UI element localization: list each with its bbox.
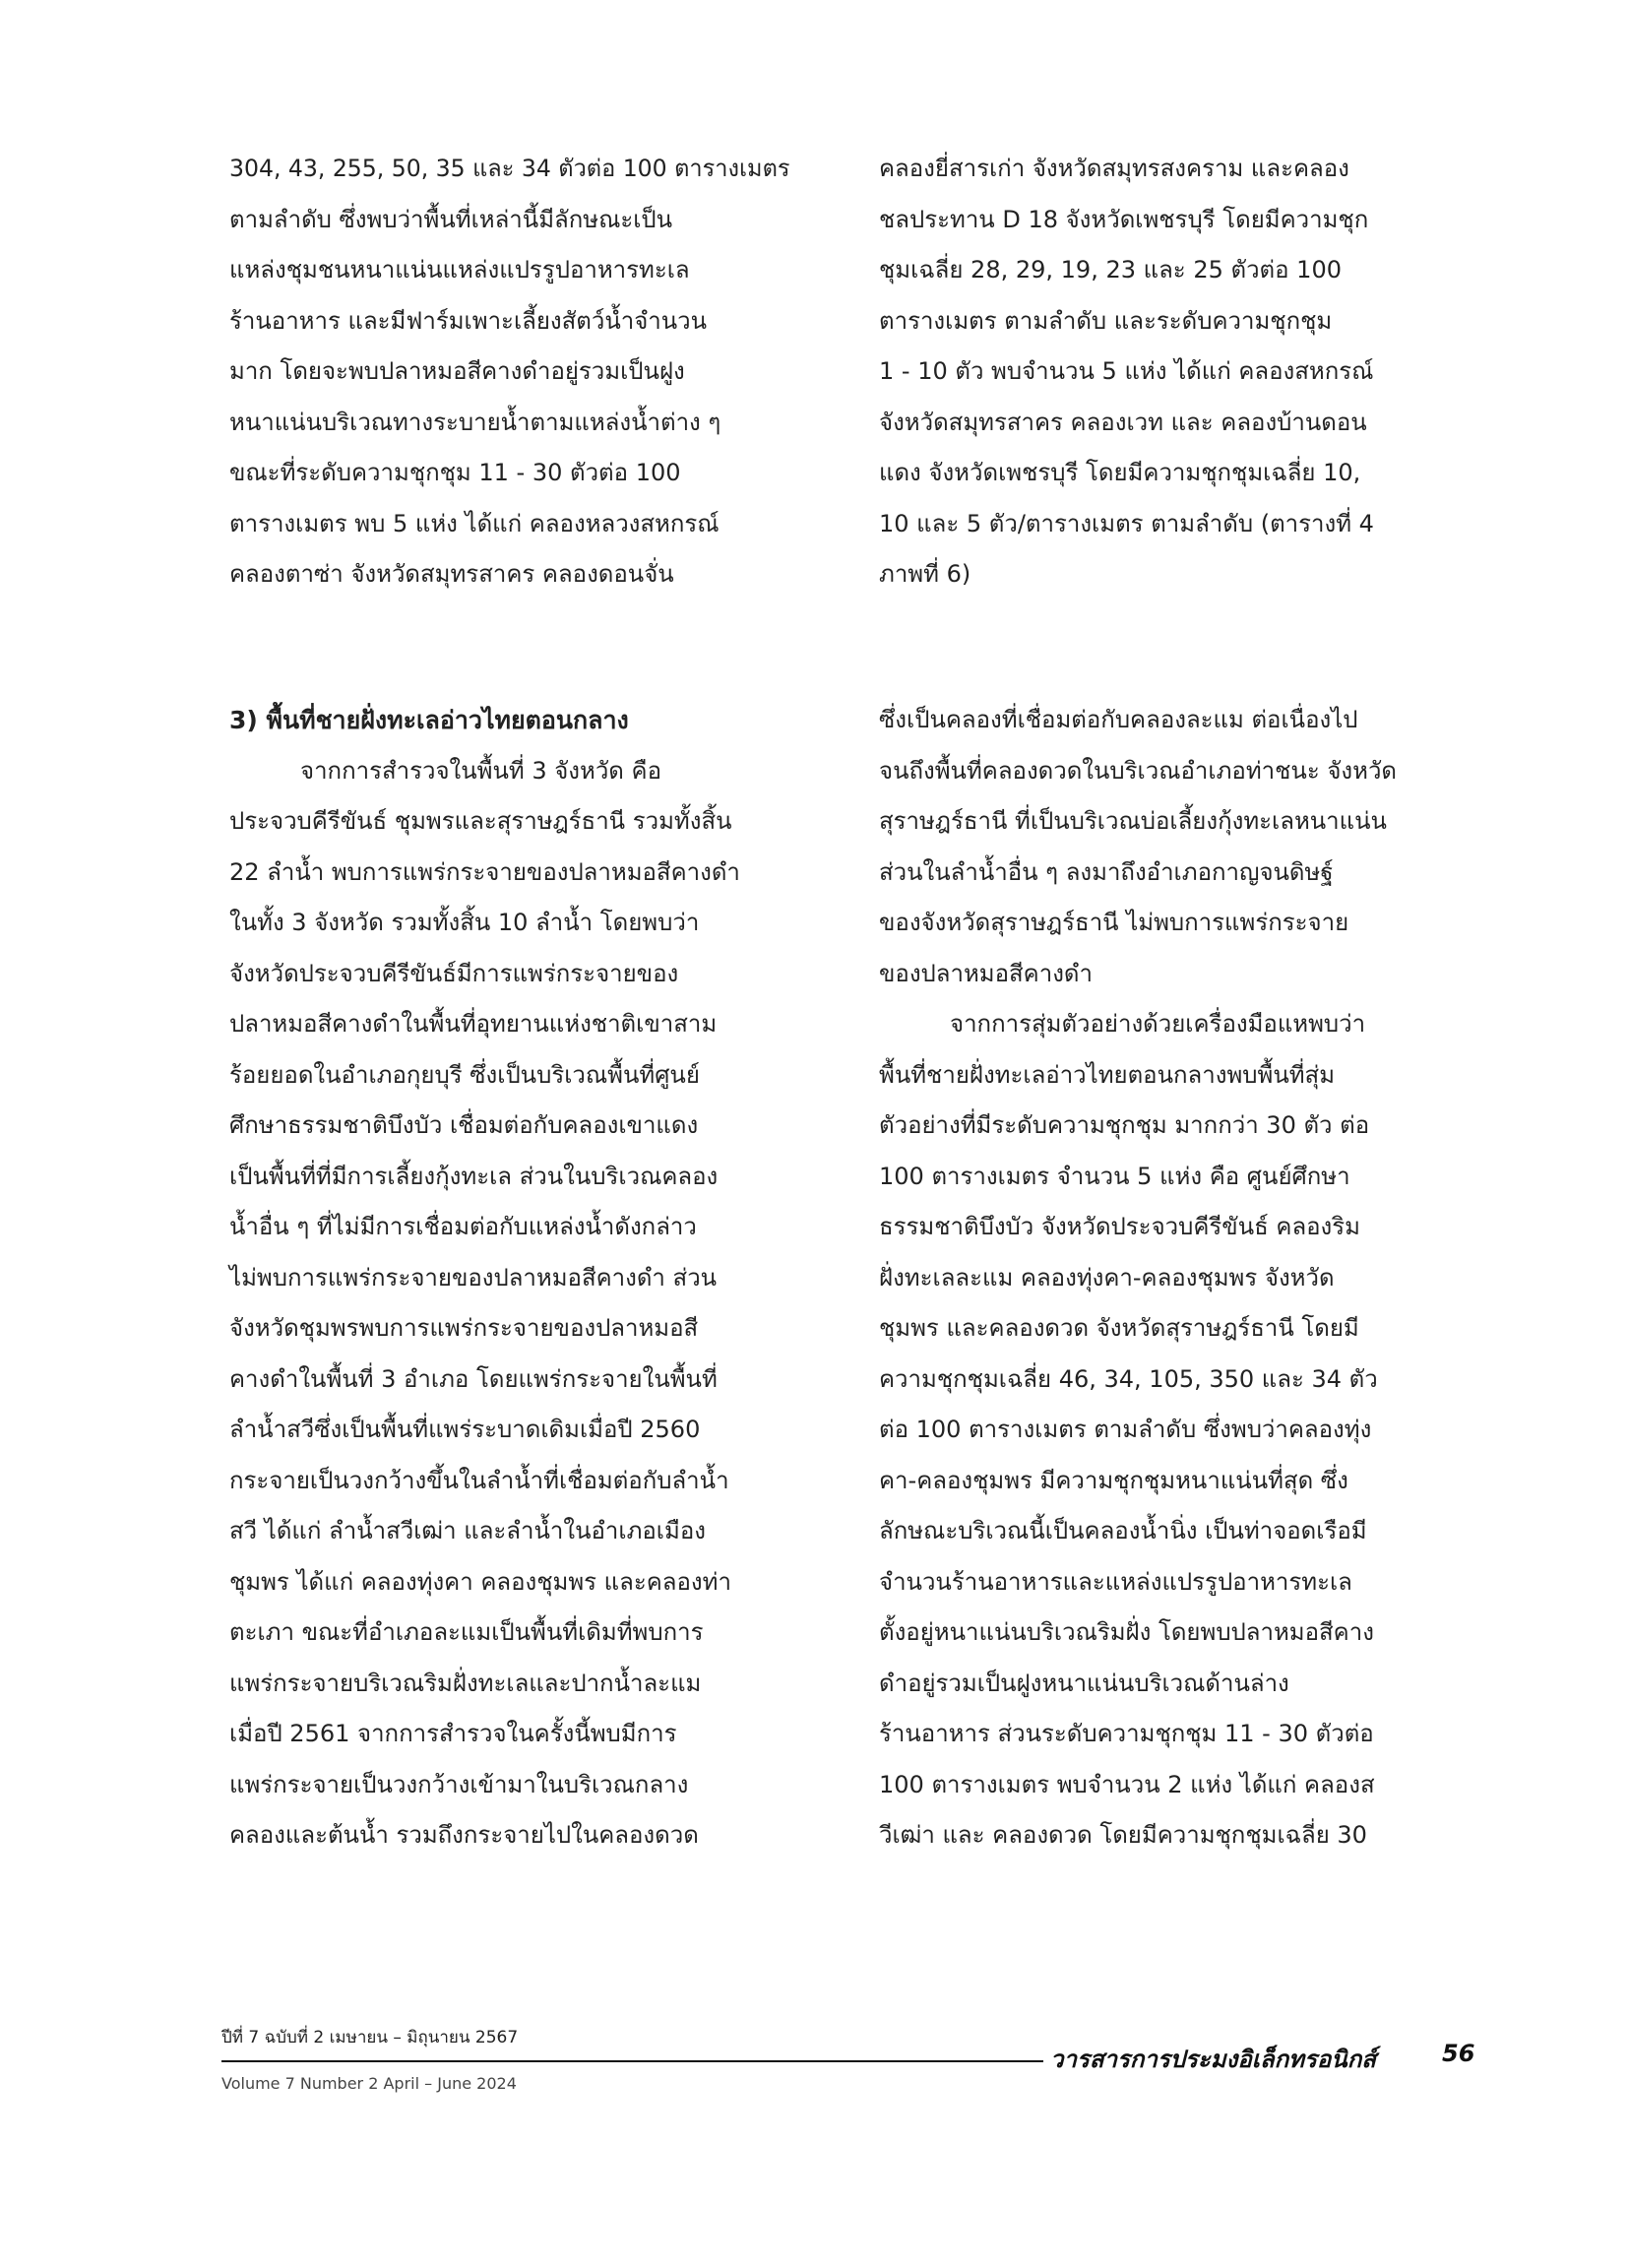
text-line: ความชุกชุมเฉลี่ย 46, 34, 105, 350 และ 34 ตัว	[879, 1364, 1378, 1393]
left-section-paragraph	[229, 746, 790, 1861]
page-number: 56	[1442, 2040, 1475, 2067]
text-line: เป็นพื้นที่ที่มีการเลี้ยงกุ้งทะเล ส่วนในบริเวณคลอง	[229, 1162, 719, 1190]
text-line: จังหวัดสมุทรสาคร คลองเวท และ คลองบ้านดอน	[879, 408, 1367, 436]
footer-issue-thai: ปีที่ 7 ฉบับที่ 2 เมษายน – มิถุนายน 2567	[221, 2028, 519, 2048]
text-line: จำนวนร้านอาหารและแหล่งแปรรูปอาหารทะเล	[879, 1567, 1352, 1596]
text-line: 10 และ 5 ตัว/ตารางเมตร ตามลำดับ (ตารางที่ 4	[879, 509, 1374, 537]
text-line: ลักษณะบริเวณนี้เป็นคลองน้ำนิ่ง เป็นท่าจอดเรือมี	[879, 1517, 1367, 1544]
text-line: ภาพที่ 6)	[879, 560, 971, 588]
text-line: ตั้งอยู่หนาแน่นบริเวณริมฝั่ง โดยพบปลาหมอสีคาง	[879, 1618, 1374, 1646]
text-line: ฝั่งทะเลละแม คลองทุ่งคา-คลองชุมพร จังหวัด	[879, 1263, 1335, 1292]
text-line: มาก โดยจะพบปลาหมอสีคางดำอยู่รวมเป็นฝูง	[229, 357, 685, 385]
text-line: 22 ลำน้ำ พบการแพร่กระจายของปลาหมอสีคางดำ	[229, 857, 740, 886]
text-line: วีเฒ่า และ คลองดวด โดยมีความชุกชุมเฉลี่ย 30	[879, 1821, 1367, 1849]
text-line: คางดำในพื้นที่ 3 อำเภอ โดยแพร่กระจายในพื้นที่	[229, 1364, 718, 1393]
right-column	[879, 144, 1440, 600]
text-line: แพร่กระจายบริเวณริมฝั่งทะเลและปากน้ำละแม	[229, 1669, 702, 1697]
left-top-paragraph	[229, 144, 790, 600]
text-line: ขณะที่ระดับความชุกชุม 11 - 30 ตัวต่อ 100	[229, 459, 681, 486]
right-top-paragraph	[879, 144, 1440, 600]
text-line: ร้านอาหาร ส่วนระดับความชุกชุม 11 - 30 ตัวต่อ	[879, 1720, 1374, 1747]
text-line: คา-คลองชุมพร มีความชุกชุมหนาแน่นที่สุด ซึ่ง	[879, 1466, 1348, 1494]
left-section	[229, 695, 790, 1861]
text-line: ตารางเมตร พบ 5 แห่ง ได้แก่ คลองหลวงสหกรณ์	[229, 509, 720, 537]
text-line: คลองยี่สารเก่า จังหวัดสมุทรสงคราม และคลอง	[879, 155, 1349, 182]
text-line: กระจายเป็นวงกว้างขึ้นในลำน้ำที่เชื่อมต่อกับลำน้ำ	[229, 1466, 729, 1494]
text-line: ชุมเฉลี่ย 28, 29, 19, 23 และ 25 ตัวต่อ 100	[879, 256, 1342, 284]
text-line: ปลาหมอสีคางดำในพื้นที่อุทยานแห่งชาติเขาสาม	[229, 1010, 718, 1038]
text-line: ชลประทาน D 18 จังหวัดเพชรบุรี โดยมีความชุก	[879, 205, 1369, 233]
text-line: แพร่กระจายเป็นวงกว้างเข้ามาในบริเวณกลาง	[229, 1770, 689, 1798]
text-line: ของปลาหมอสีคางดำ	[879, 959, 1093, 987]
footer-issue-english: Volume 7 Number 2 April – June 2024	[221, 2074, 517, 2093]
text-line: คลองตาซ่า จังหวัดสมุทรสาคร คลองดอนจั่น	[229, 560, 674, 588]
text-line: แดง จังหวัดเพชรบุรี โดยมีความชุกชุมเฉลี่ย 10,	[879, 459, 1361, 486]
text-line: 100 ตารางเมตร จำนวน 5 แห่ง คือ ศูนย์ศึกษา	[879, 1162, 1350, 1190]
text-line: น้ำอื่น ๆ ที่ไม่มีการเชื่อมต่อกับแหล่งน้ำดังกล่าว	[229, 1213, 697, 1240]
text-line: 304, 43, 255, 50, 35 และ 34 ตัวต่อ 100 ตารางเมตร	[229, 155, 790, 182]
text-line: จากการสุ่มตัวอย่างด้วยเครื่องมือแหพบว่า	[950, 1010, 1366, 1038]
text-line: จนถึงพื้นที่คลองดวดในบริเวณอำเภอท่าชนะ จังหวัด	[879, 756, 1398, 785]
text-line: ต่อ 100 ตารางเมตร ตามลำดับ ซึ่งพบว่าคลองทุ่ง	[879, 1416, 1372, 1443]
right-continuation	[879, 695, 1440, 1861]
text-line: ตามลำดับ ซึ่งพบว่าพื้นที่เหล่านี้มีลักษณะเป็น	[229, 205, 673, 233]
text-line: ดำอยู่รวมเป็นฝูงหนาแน่นบริเวณด้านล่าง	[879, 1669, 1289, 1697]
text-line: จังหวัดชุมพรพบการแพร่กระจายของปลาหมอสี	[229, 1314, 699, 1342]
text-line: 1 - 10 ตัว พบจำนวน 5 แห่ง ได้แก่ คลองสหกรณ์	[879, 357, 1374, 385]
text-line: ลำน้ำสวีซึ่งเป็นพื้นที่แพร่ระบาดเดิมเมื่อปี 2560	[229, 1416, 701, 1443]
text-line: ในทั้ง 3 จังหวัด รวมทั้งสิ้น 10 ลำน้ำ โดยพบว่า	[229, 909, 700, 936]
text-line: จังหวัดประจวบคีรีขันธ์มีการแพร่กระจายของ	[229, 959, 679, 987]
text-line: ศึกษาธรรมชาติบึงบัว เชื่อมต่อกับคลองเขาแดง	[229, 1111, 699, 1139]
text-line: พื้นที่ชายฝั่งทะเลอ่าวไทยตอนกลางพบพื้นที่สุ่ม	[879, 1060, 1336, 1089]
text-line: แหล่งชุมชนหนาแน่นแหล่งแปรรูปอาหารทะเล	[229, 256, 690, 284]
right-continuation-paragraph	[879, 695, 1440, 999]
text-line: ส่วนในลำน้ำอื่น ๆ ลงมาถึงอำเภอกาญจนดิษฐ์	[879, 857, 1334, 886]
text-line: ตะเภา ขณะที่อำเภอละแมเป็นพื้นที่เดิมที่พบการ	[229, 1618, 704, 1646]
text-line: ประจวบคีรีขันธ์ ชุมพรและสุราษฎร์ธานี รวมทั้งสิ้น	[229, 807, 732, 835]
journal-name: วารสารการประมงอิเล็กทรอนิกส์	[1050, 2046, 1376, 2073]
text-line: ตารางเมตร ตามลำดับ และระดับความชุกชุม	[879, 306, 1333, 335]
text-line: 100 ตารางเมตร พบจำนวน 2 แห่ง ได้แก่ คลองส	[879, 1770, 1375, 1798]
text-line: ร้อยยอดในอำเภอกุยบุรี ซึ่งเป็นบริเวณพื้นที่ศูนย์	[229, 1060, 700, 1089]
footer-rule	[221, 2060, 1043, 2062]
section-heading: 3) พื้นที่ชายฝั่งทะเลอ่าวไทยตอนกลาง	[229, 706, 629, 734]
text-line: ชุมพร ได้แก่ คลองทุ่งคา คลองชุมพร และคลองท่า	[229, 1567, 731, 1596]
text-line: ธรรมชาติบึงบัว จังหวัดประจวบคีรีขันธ์ คลองริม	[879, 1213, 1360, 1240]
text-line: คลองและต้นน้ำ รวมถึงกระจายไปในคลองดวด	[229, 1821, 699, 1849]
text-line: สวี ได้แก่ ลำน้ำสวีเฒ่า และลำน้ำในอำเภอเมือง	[229, 1517, 706, 1544]
text-line: ร้านอาหาร และมีฟาร์มเพาะเลี้ยงสัตว์น้ำจำนวน	[229, 306, 708, 335]
text-line: ตัวอย่างที่มีระดับความชุกชุม มากกว่า 30 ตัว ต่อ	[879, 1111, 1370, 1139]
left-column	[229, 144, 790, 600]
text-line: ไม่พบการแพร่กระจายของปลาหมอสีคางดำ ส่วน	[229, 1263, 718, 1292]
text-line: ซึ่งเป็นคลองที่เชื่อมต่อกับคลองละแม ต่อเนื่องไป	[879, 706, 1358, 733]
text-line: จากการสำรวจในพื้นที่ 3 จังหวัด คือ	[300, 756, 661, 785]
text-line: ของจังหวัดสุราษฎร์ธานี ไม่พบการแพร่กระจาย	[879, 909, 1349, 936]
text-line: หนาแน่นบริเวณทางระบายน้ำตามแหล่งน้ำต่าง ๆ	[229, 408, 721, 436]
text-line: ชุมพร และคลองดวด จังหวัดสุราษฎร์ธานี โดยมี	[879, 1314, 1359, 1342]
text-line: สุราษฎร์ธานี ที่เป็นบริเวณบ่อเลี้ยงกุ้งทะเลหนาแน่น	[879, 807, 1387, 835]
text-line: เมื่อปี 2561 จากการสำรวจในครั้งนี้พบมีการ	[229, 1720, 677, 1747]
right-sampling-paragraph	[879, 999, 1440, 1861]
